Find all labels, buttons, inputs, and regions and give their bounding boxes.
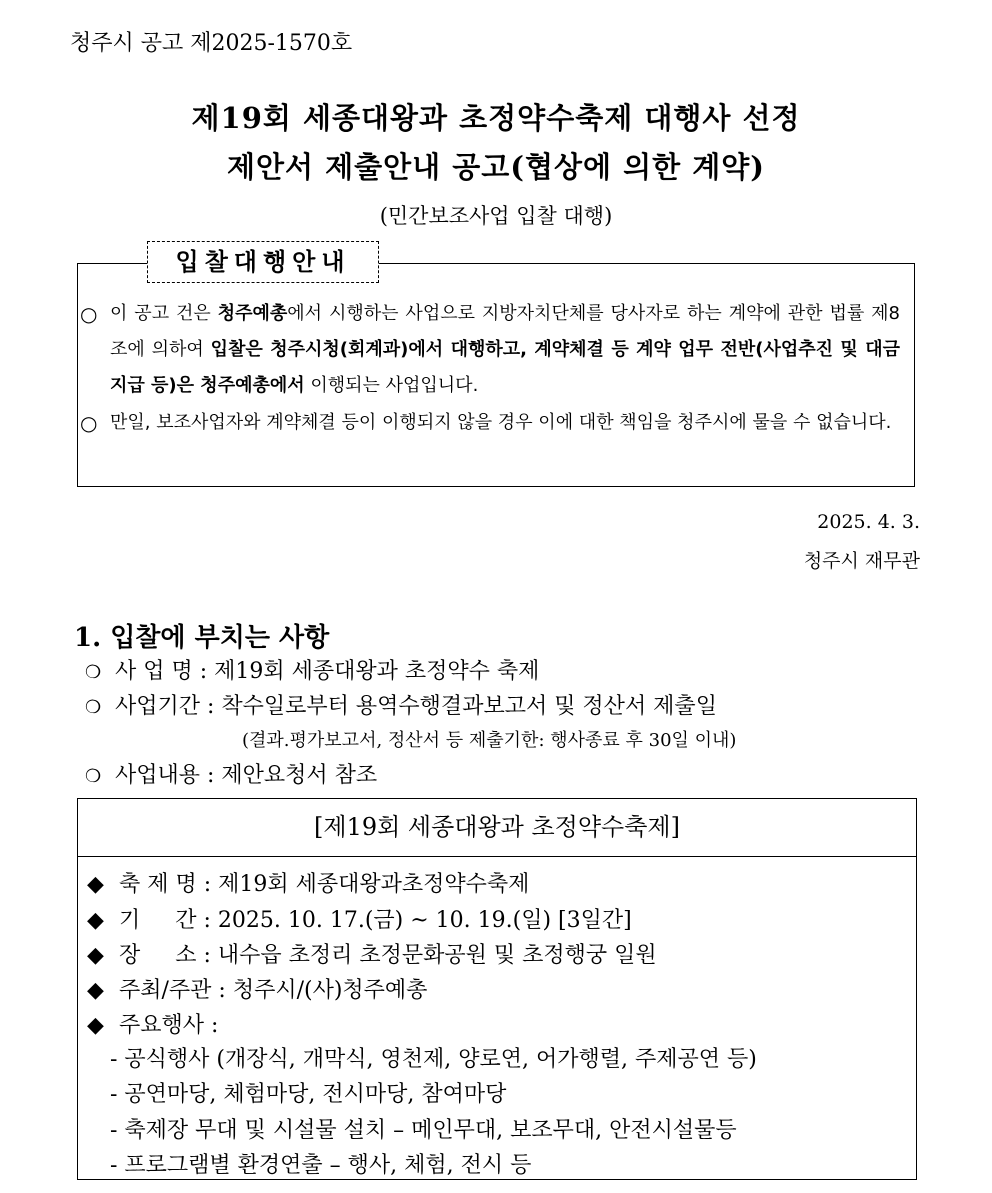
- festival-row-name: [87, 867, 529, 898]
- main-event-item: - 공연마당, 체험마당, 전시마당, 참여마당: [110, 1082, 507, 1107]
- festival-row-venue: [87, 938, 657, 969]
- item-separator: :: [200, 694, 222, 719]
- festival-header: [제19회 세종대왕과 초정약수축제]: [77, 798, 917, 857]
- main-event-item: - 공식행사 (개장식, 개막식, 영천제, 양로연, 어가행렬, 주제공연 등): [110, 1047, 757, 1072]
- item-project-content: [85, 758, 377, 789]
- hollow-square-bullet-icon: ❍: [85, 697, 102, 718]
- festival-row-separator: :: [211, 978, 233, 1003]
- item-project-period: [85, 689, 717, 720]
- item-label: 사업내용: [115, 763, 201, 788]
- festival-row-value: 2025. 10. 17.(금) ~ 10. 19.(일) [3일간]: [217, 908, 632, 933]
- page-subtitle: (민간보조사업 입찰 대행): [379, 204, 613, 228]
- main-event-item: - 프로그램별 환경연출 – 행사, 체험, 전시 등: [110, 1153, 532, 1178]
- item-period-note: (결과.평가보고서, 정산서 등 제출기한: 행사종료 후 30일 이내): [242, 730, 737, 751]
- diamond-bullet-icon: ◆: [87, 1013, 104, 1038]
- diamond-bullet-icon: ◆: [87, 908, 104, 933]
- item-separator: :: [200, 763, 222, 788]
- guide-text-segment: 이행되는 사업입니다.: [304, 375, 479, 396]
- festival-row-organizer: [87, 973, 427, 1004]
- festival-row-separator: :: [204, 1013, 219, 1038]
- guide-paragraph-2: [80, 405, 900, 441]
- festival-row-value: 내수읍 초정리 초정문화공원 및 초정행궁 일원: [217, 943, 657, 968]
- diamond-bullet-icon: ◆: [87, 978, 104, 1003]
- festival-row-label: 주요행사: [119, 1013, 205, 1038]
- bid-agency-guide-label: 입찰대행안내: [147, 241, 379, 283]
- item-value: 착수일로부터 용역수행결과보고서 및 정산서 제출일: [221, 694, 717, 719]
- guide-paragraph-2-text: 만일, 보조사업자와 계약체결 등이 이행되지 않을 경우 이에 대한 책임을 청주시에 물을 수 없습니다.: [110, 412, 892, 433]
- guide-text-segment: 에서 시행하는 사업으로 지방자치단체를 당사자로 하는 계약에 관한 법률 제8조에 의하여: [110, 303, 900, 360]
- festival-row-label: 축 제 명: [119, 872, 197, 897]
- page-title-line1: 제19회 세종대왕과 초정약수축제 대행사 선정: [191, 101, 801, 135]
- main-event-item: - 축제장 무대 및 시설물 설치 – 메인무대, 보조무대, 안전시설물등: [110, 1118, 737, 1143]
- festival-row-separator: :: [196, 943, 218, 968]
- item-label: 사 업 명: [115, 659, 193, 684]
- festival-row-main-events: [87, 1008, 218, 1039]
- issuer: 청주시 재무관: [803, 550, 920, 572]
- festival-row-value: 청주시/(사)청주예총: [232, 978, 428, 1003]
- circle-bullet-icon: ○: [80, 302, 98, 326]
- hollow-square-bullet-icon: ❍: [85, 766, 102, 787]
- festival-row-separator: :: [196, 872, 219, 897]
- hollow-square-bullet-icon: ❍: [85, 662, 102, 683]
- item-project-name: [85, 654, 539, 685]
- circle-bullet-icon: ○: [80, 411, 98, 435]
- item-value: 제19회 세종대왕과 초정약수 축제: [214, 659, 540, 684]
- festival-row-separator: :: [196, 908, 218, 933]
- guide-emphasis-text: 청주예총: [217, 303, 288, 324]
- item-label: 사업기간: [115, 694, 201, 719]
- festival-row-value: 제19회 세종대왕과초정약수축제: [218, 872, 530, 897]
- guide-paragraph-1-text: [110, 296, 900, 404]
- diamond-bullet-icon: ◆: [87, 943, 104, 968]
- festival-row-label: 주최/주관: [119, 978, 212, 1003]
- festival-row-label: 장 소: [119, 943, 197, 968]
- guide-text-segment: 이 공고 건은: [110, 303, 218, 324]
- page-title-line2: 제안서 제출안내 공고(협상에 의한 계약): [226, 150, 766, 184]
- notice-number: 청주시 공고 제2025-1570호: [70, 31, 353, 56]
- section-title: 1. 입찰에 부치는 사항: [74, 623, 330, 653]
- guide-emphasis-text: 입찰은 청주시청(회계과)에서 대행하고, 계약체결 등 계약 업무 전반(사업추진 및 대금지급 등)은 청주예총에서: [110, 339, 900, 396]
- guide-paragraph-1: [80, 296, 900, 404]
- festival-row-label: 기 간: [119, 908, 197, 933]
- item-separator: :: [192, 659, 215, 684]
- diamond-bullet-icon: ◆: [87, 872, 104, 897]
- notice-date: 2025. 4. 3.: [817, 511, 920, 533]
- festival-row-period: [87, 903, 632, 934]
- item-value: 제안요청서 참조: [221, 763, 378, 788]
